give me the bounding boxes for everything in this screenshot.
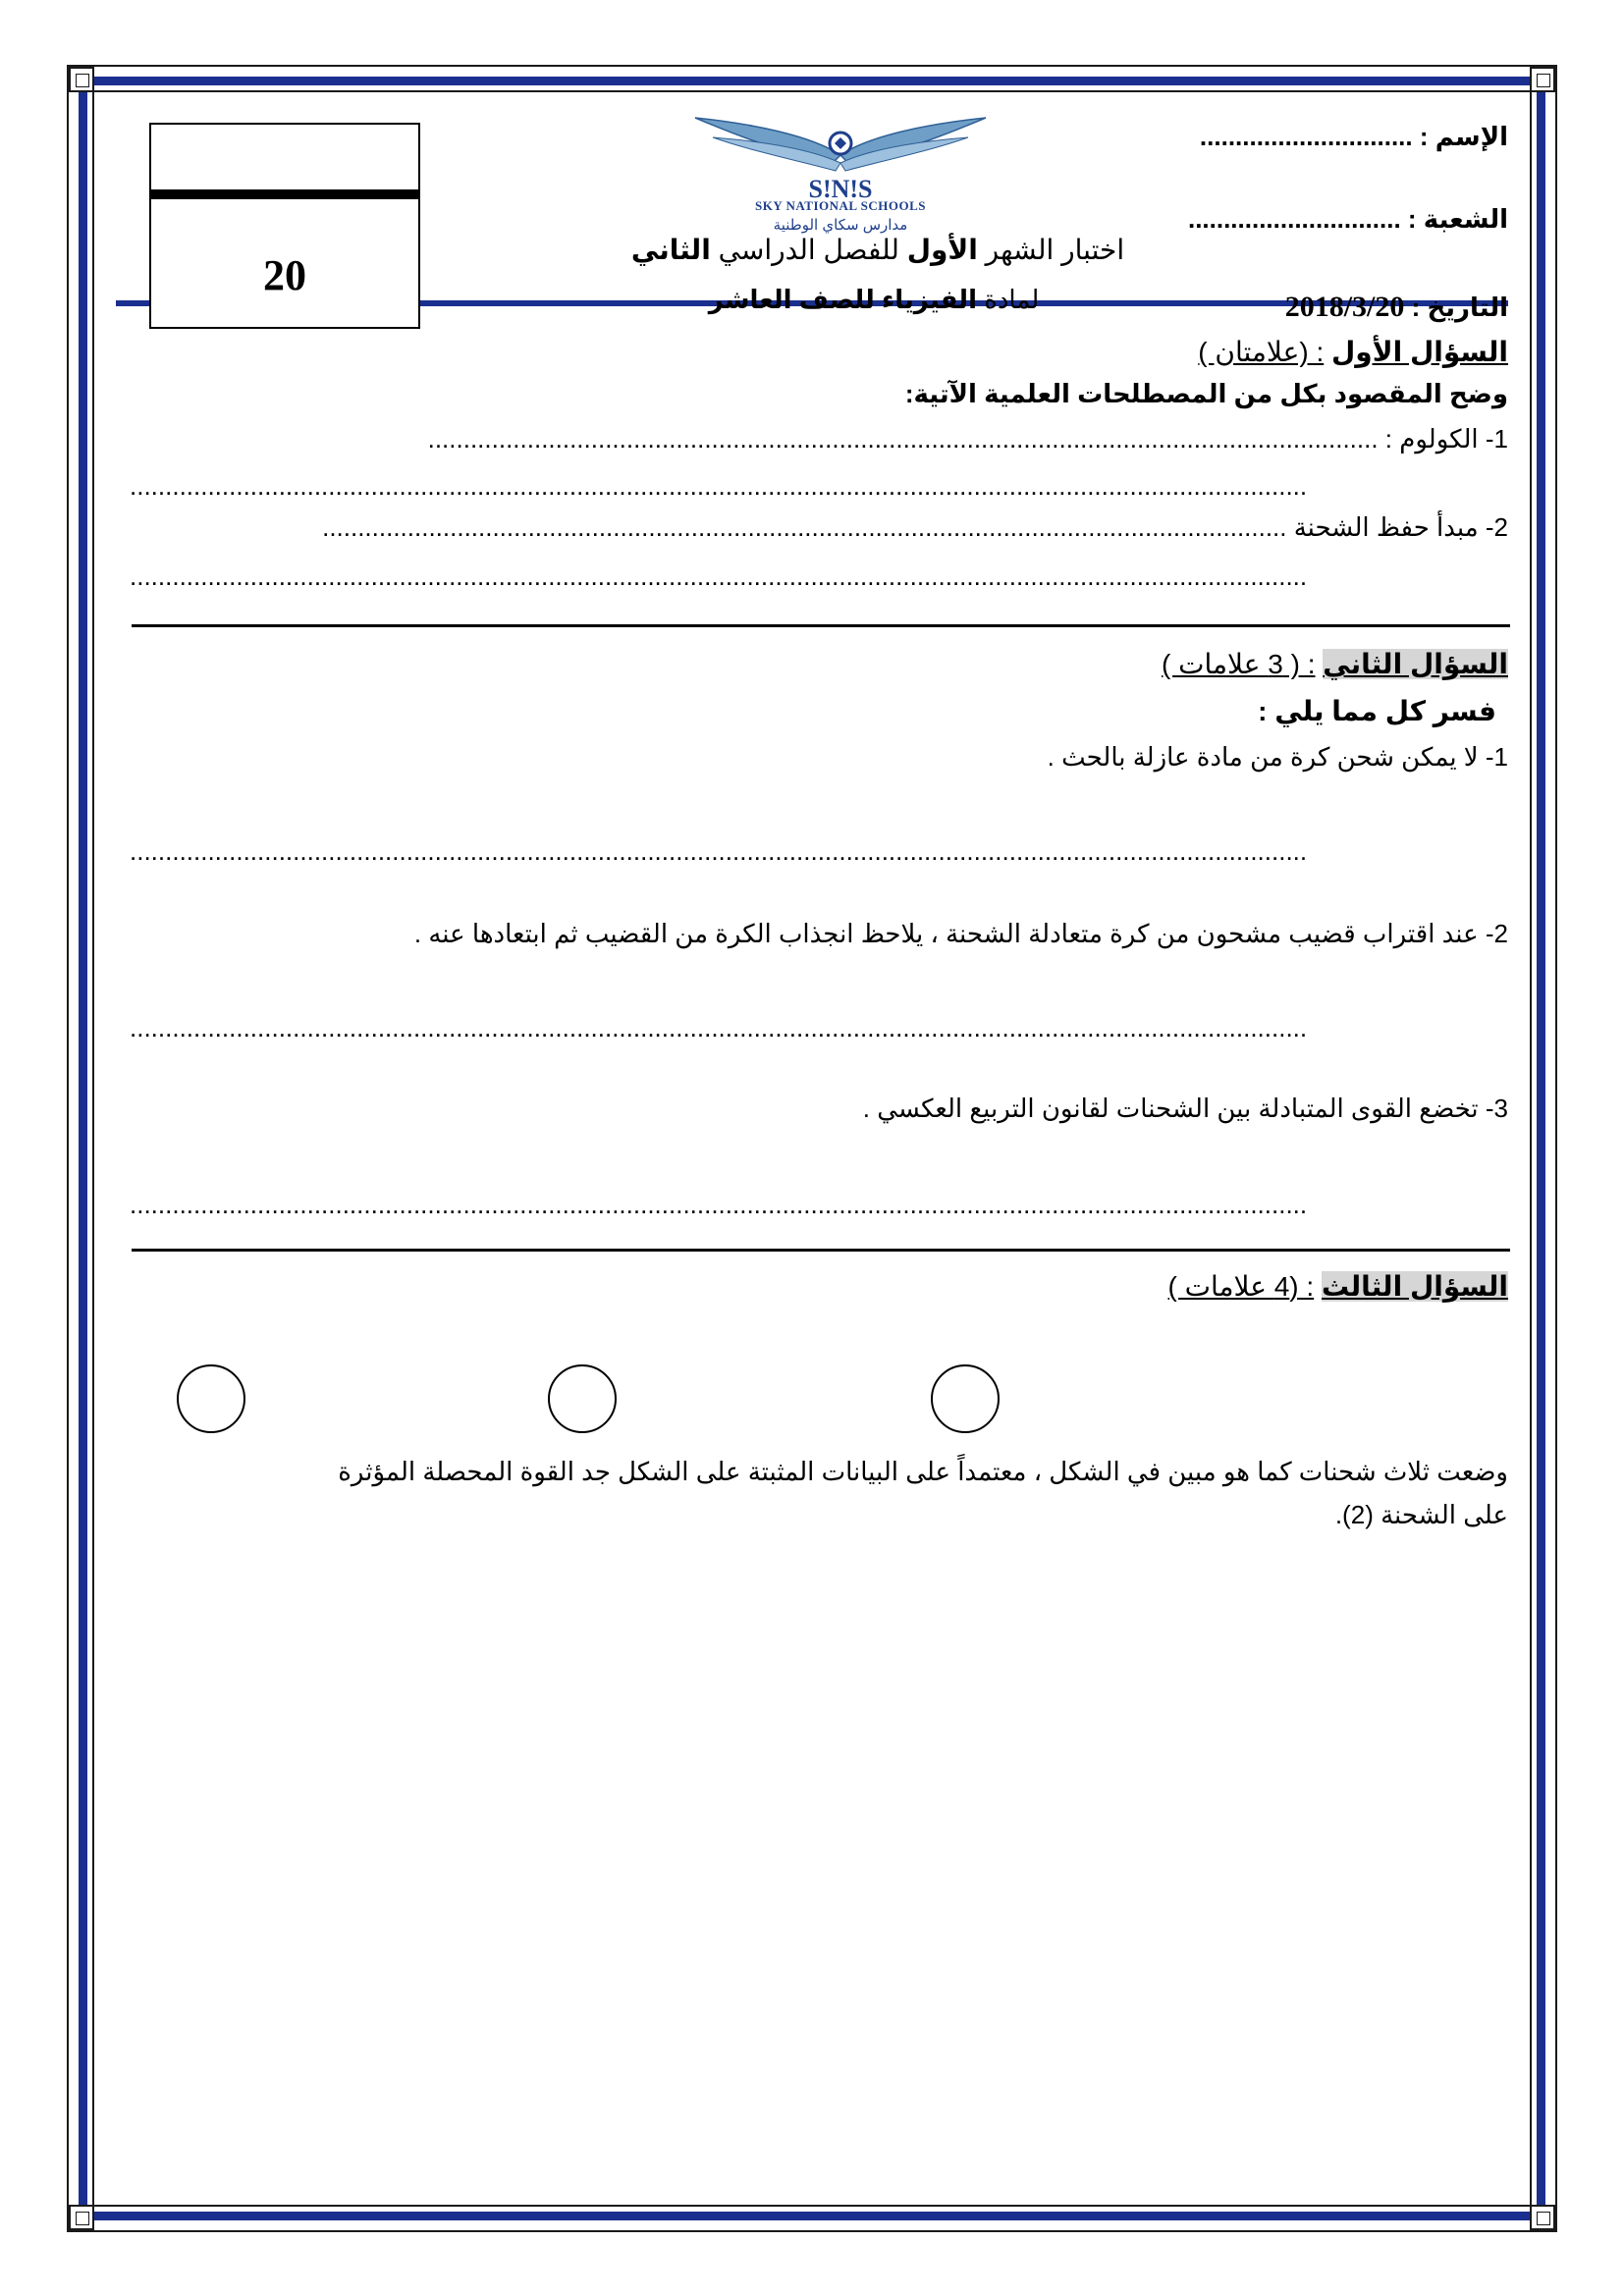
date-field (1285, 291, 1508, 324)
section-blank: .............................. (1187, 204, 1401, 234)
score-box-line (151, 189, 418, 199)
exam-title: اختبار الشهر الأول للفصل الدراسي الثاني (630, 235, 1125, 265)
logo-sns: S!N!S (808, 175, 873, 203)
answer-line: ...................................................................................................................................................................... (130, 1190, 1308, 1219)
logo-english-name: SKY NATIONAL SCHOOLS (755, 198, 926, 213)
border-corner-ornament (1530, 67, 1555, 92)
charge-circle-1 (931, 1364, 1000, 1433)
charge-circle-2 (548, 1364, 617, 1433)
date-value: 2018/3/20 (1284, 291, 1405, 323)
name-blank: .............................. (1199, 122, 1413, 151)
q1-title: السؤال الأول (1331, 337, 1508, 367)
school-logo (693, 116, 988, 241)
name-label: الإسم : (1419, 122, 1508, 151)
section-field (1188, 204, 1508, 235)
q3-heading (1168, 1270, 1508, 1303)
q2-item-3: 3- تخضع القوى المتبادلة بين الشحنات لقانون التربيع العكسي . (862, 1094, 1508, 1123)
q2-item-1: 1- لا يمكن شحن كرة من مادة عازلة بالحث . (1047, 742, 1508, 772)
charge-circle-3 (177, 1364, 245, 1433)
border-corner-ornament (69, 67, 94, 92)
answer-line: ...................................................................................................................................................................... (130, 561, 1308, 591)
answer-line: ...................................................................................................................................................................... (130, 1013, 1308, 1042)
q1-heading (1198, 336, 1508, 368)
q3-title: السؤال الثالث (1321, 1271, 1508, 1302)
q2-title: السؤال الثاني (1323, 649, 1508, 679)
q1-instruction: وضح المقصود بكل من المصطلحات العلمية الآتية: (904, 379, 1508, 408)
q2-instruction: فسر كل مما يلي : (1258, 696, 1496, 726)
section-divider (132, 624, 1510, 627)
border-corner-ornament (1530, 2205, 1555, 2230)
date-label: التاريخ : (1411, 293, 1508, 322)
q3-text-line-2: على الشحنة (2). (1334, 1500, 1508, 1529)
name-field (1200, 122, 1508, 152)
q1-item-1: 1- الكولوم : ...................................................................................................................................... (427, 424, 1508, 454)
border-corner-ornament (69, 2205, 94, 2230)
logo-arabic-name: مدارس سكاي الوطنية (773, 217, 908, 234)
section-divider (132, 1249, 1510, 1252)
q2-marks: : ( 3 علامات ) (1162, 649, 1316, 679)
q2-item-2: 2- عند اقتراب قضيب مشحون من كرة متعادلة الشحنة ، يلاحظ انجذاب الكرة من القضيب ثم ابتعادها عنه . (413, 919, 1508, 948)
q1-marks: : (علامتان ) (1198, 337, 1325, 367)
section-label: الشعبة : (1407, 204, 1508, 234)
total-score: 20 (263, 251, 306, 299)
score-box (149, 123, 420, 329)
q2-heading (1162, 648, 1508, 680)
answer-line: ...................................................................................................................................................................... (130, 836, 1308, 866)
q1-item-2: 2- مبدأ حفظ الشحنة ........................................................................................................................................ (322, 512, 1508, 542)
q3-text-line-1: وضعت ثلاث شحنات كما هو مبين في الشكل ، معتمداً على البيانات المثبتة على الشكل جد القوة المحصلة المؤثرة (338, 1457, 1508, 1486)
answer-line: ...................................................................................................................................................................... (130, 471, 1308, 501)
exam-subject: لمادة الفيزياء للصف العاشر (708, 285, 1040, 314)
q3-marks: : (4 علامات ) (1167, 1271, 1315, 1302)
